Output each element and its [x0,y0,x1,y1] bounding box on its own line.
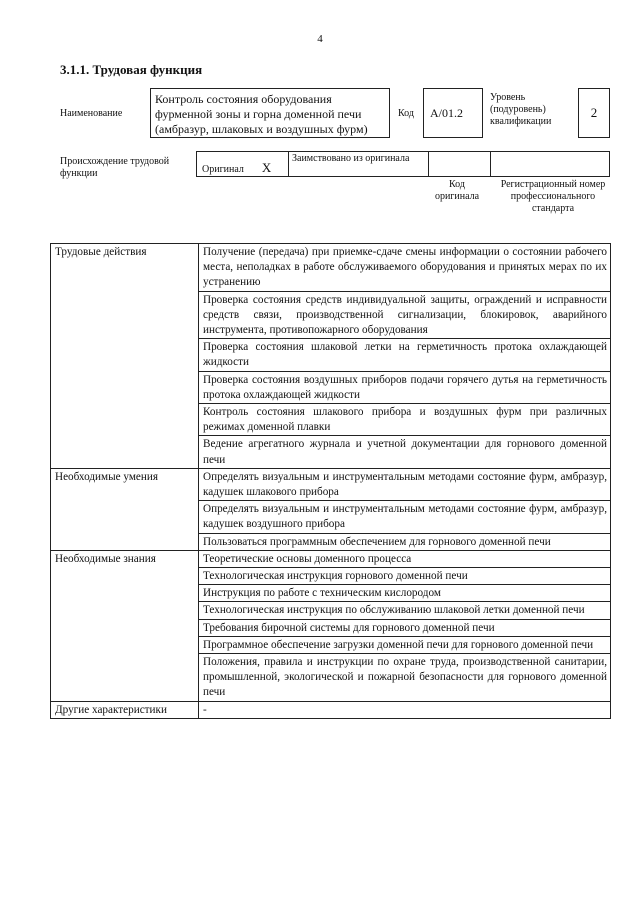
table-cell: Инструкция по работе с техническим кислородом [199,585,611,602]
level-value: 2 [578,88,610,138]
table-row [51,468,611,500]
table-cell: Проверка состояния воздушных приборов подачи горячего дутья на герметичность протока охлаждающей жидкости [199,371,611,403]
code-original-cell [429,152,491,176]
table-cell: Проверка состояния шлаковой летки на герметичность протока охлаждающей жидкости [199,339,611,371]
table-cell: Проверка состояния средств индивидуальной защиты, ограждений и исправности средств связи, производственной сигнализации, блокировок, аварийного инструмента, противопожарного оборудования [199,291,611,339]
original-mark: X [261,160,272,175]
code-original-label: Код оригинала [434,179,480,202]
labor-function-table [50,243,611,719]
section-title-labor-actions: Трудовые действия [51,244,199,469]
table-row [51,550,611,567]
table-cell: Положения, правила и инструкции по охране труда, производственной санитарии, промышленной, экологической и пожарной безопасности для горнового доменной печи [199,654,611,702]
origin-label: Происхождение трудовой функции [60,156,170,179]
section-title-knowledge: Необходимые знания [51,550,199,701]
section-title-other: Другие характеристики [51,701,199,718]
name-value: Контроль состояния оборудования фурменной зоны и горна доменной печи (амбразур, шлаковых и воздушных фурм) [150,88,390,138]
registration-label: Регистрационный номер профессионального стандарта [500,179,606,214]
table-row [51,244,611,292]
table-cell: Требования бирочной системы для горнового доменной печи [199,619,611,636]
table-row [51,701,611,718]
code-value: А/01.2 [423,88,483,138]
borrowed-label: Заимствовано из оригинала [289,152,429,176]
table-cell: Технологическая инструкция по обслуживанию шлаковой летки доменной печи [199,602,611,619]
table-cell: Определять визуальным и инструментальным методами состояние фурм, амбразур, кадушек шлакового прибора [199,468,611,500]
table-cell: Определять визуальным и инструментальным методами состояние фурм, амбразур, кадушек воздушного прибора [199,501,611,533]
code-label: Код [398,108,414,119]
page-number: 4 [317,33,323,45]
level-label: Уровень (подуровень) квалификации [490,92,552,127]
table-cell: Ведение агрегатного журнала и учетной документации для горнового доменной печи [199,436,611,468]
registration-cell [491,152,609,176]
table-cell: Контроль состояния шлакового прибора и воздушных фурм при различных режимах доменной плавки [199,404,611,436]
original-label: Оригинал [202,164,244,175]
original-cell [197,152,289,176]
table-cell: Получение (передача) при приемке-сдаче смены информации о состоянии рабочего места, неполадках в работе обслуживаемого оборудования и принятых мерах по их устранению [199,244,611,292]
table-cell: Пользоваться программным обеспечением для горнового доменной печи [199,533,611,550]
table-cell: Теоретические основы доменного процесса [199,550,611,567]
section-title: 3.1.1. Трудовая функция [60,62,203,77]
section-title-skills: Необходимые умения [51,468,199,550]
origin-row [196,151,610,177]
table-cell: Технологическая инструкция горнового доменной печи [199,568,611,585]
name-label: Наименование [60,108,123,119]
table-cell: Программное обеспечение загрузки доменной печи для горнового доменной печи [199,636,611,653]
table-cell: - [199,701,611,718]
